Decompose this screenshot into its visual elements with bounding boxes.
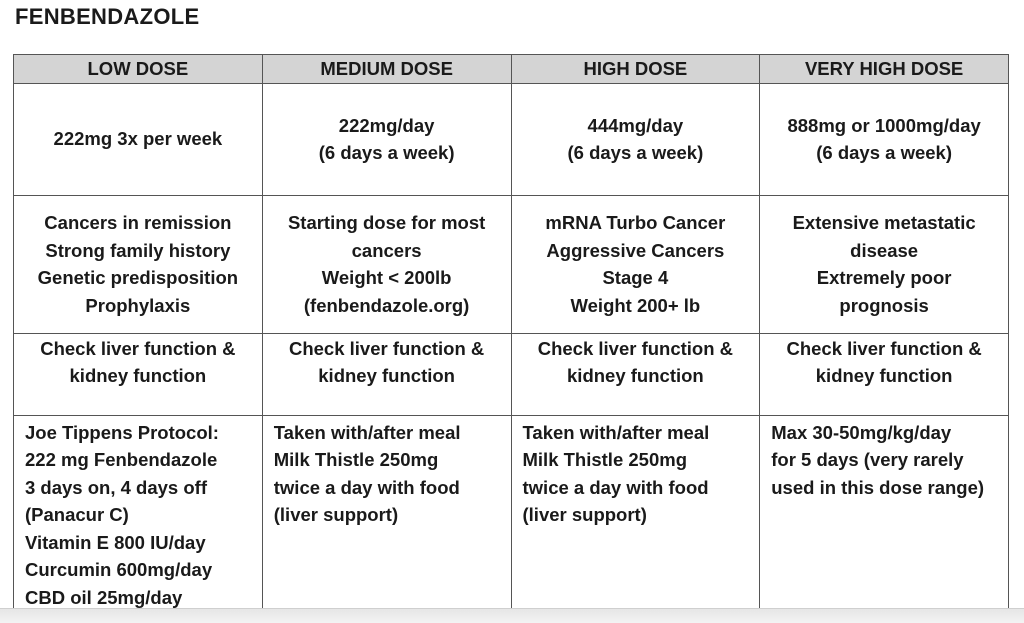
cell-line: Check liver function & [40, 337, 236, 359]
cell-line: 444mg/day [587, 114, 684, 136]
cell-line: Check liver function & [786, 337, 982, 359]
medium-dose-protocol-cell [262, 415, 511, 619]
medium-dose-amount-cell [262, 83, 511, 195]
document-title: FENBENDAZOLE [15, 4, 200, 29]
cell-line: Prophylaxis [85, 294, 191, 316]
cell-line: kidney function [815, 365, 953, 386]
very-high-dose-amount-cell [760, 83, 1009, 195]
cell-line: Check liver function & [288, 337, 485, 359]
high-dose-monitoring-cell [511, 333, 760, 415]
cell-line: Vitamin E 800 IU/day [25, 531, 206, 553]
very-high-dose-protocol-cell [760, 415, 1009, 619]
cell-line: CBD oil 25mg/day [25, 586, 183, 608]
cell-line: kidney function [318, 365, 455, 386]
cell-line: twice a day with food [522, 476, 709, 498]
cell-line: Stage 4 [602, 267, 669, 288]
cell-line: Extremely poor [816, 267, 952, 288]
very-high-dose-monitoring-cell [760, 333, 1009, 415]
high-dose-indication-cell [511, 195, 760, 333]
medium-dose-indication-cell [262, 195, 511, 333]
high-dose-amount-cell [511, 83, 760, 195]
cell-line: Curcumin 600mg/day [25, 559, 213, 580]
low-dose-indication-cell [14, 195, 263, 333]
high-dose-protocol-cell [511, 415, 760, 619]
cell-line: (liver support) [522, 504, 647, 525]
cell-line: 888mg or 1000mg/day [787, 114, 981, 136]
cell-line: Cancers in remission [44, 212, 232, 233]
low-dose-monitoring-cell [14, 333, 263, 415]
bottom-edge-strip [0, 608, 1024, 623]
cell-line: Milk Thistle 250mg [273, 449, 439, 470]
cell-line: 222mg 3x per week [53, 128, 223, 150]
cell-line: kidney function [69, 365, 207, 386]
cell-line: (fenbendazole.org) [303, 294, 470, 316]
cell-line: Taken with/after meal [273, 421, 461, 443]
cell-line: Milk Thistle 250mg [522, 449, 687, 470]
cell-line: Strong family history [45, 239, 231, 261]
cell-line: for 5 days (very rarely [771, 449, 964, 470]
header-high-dose: HIGH DOSE [511, 55, 760, 84]
cell-line: kidney function [567, 365, 704, 386]
dose-amount-row [14, 83, 1009, 195]
cell-line: twice a day with food [273, 476, 460, 498]
cell-line: (Panacur C) [25, 504, 129, 525]
cell-line: (6 days a week) [318, 142, 455, 163]
cell-line: Genetic predisposition [37, 267, 239, 288]
cell-line: Starting dose for most [287, 212, 486, 233]
medium-dose-monitoring-cell [262, 333, 511, 415]
indication-row [14, 195, 1009, 333]
cell-line: Extensive metastatic [792, 212, 976, 233]
header-very-high-dose: VERY HIGH DOSE [760, 55, 1009, 84]
cell-line: 222mg/day [338, 114, 435, 136]
cell-line: disease [850, 239, 919, 261]
header-low-dose: LOW DOSE [14, 55, 263, 84]
header-medium-dose: MEDIUM DOSE [262, 55, 511, 84]
monitoring-row [14, 333, 1009, 415]
cell-line: Weight < 200lb [321, 267, 452, 288]
header-row [14, 55, 1009, 84]
low-dose-protocol-cell [14, 415, 263, 619]
very-high-dose-indication-cell [760, 195, 1009, 333]
cell-line: 3 days on, 4 days off [25, 476, 207, 498]
cell-line: (liver support) [273, 504, 399, 525]
cell-line: Max 30-50mg/kg/day [771, 421, 952, 443]
cell-line: cancers [351, 239, 422, 261]
cell-line: Aggressive Cancers [546, 239, 725, 261]
cell-line: mRNA Turbo Cancer [545, 212, 726, 233]
cell-line: (6 days a week) [816, 142, 952, 163]
low-dose-amount-cell [14, 83, 263, 195]
dosage-table [13, 54, 1009, 620]
protocol-row [14, 415, 1009, 619]
cell-line: Weight 200+ lb [570, 294, 701, 316]
cell-line: Joe Tippens Protocol: [25, 421, 219, 443]
cell-line: (6 days a week) [567, 142, 704, 163]
cell-line: used in this dose range) [771, 476, 985, 498]
cell-line: prognosis [839, 294, 929, 316]
cell-line: Taken with/after meal [522, 421, 710, 443]
cell-line: Check liver function & [537, 337, 734, 359]
cell-line: 222 mg Fenbendazole [25, 449, 218, 470]
